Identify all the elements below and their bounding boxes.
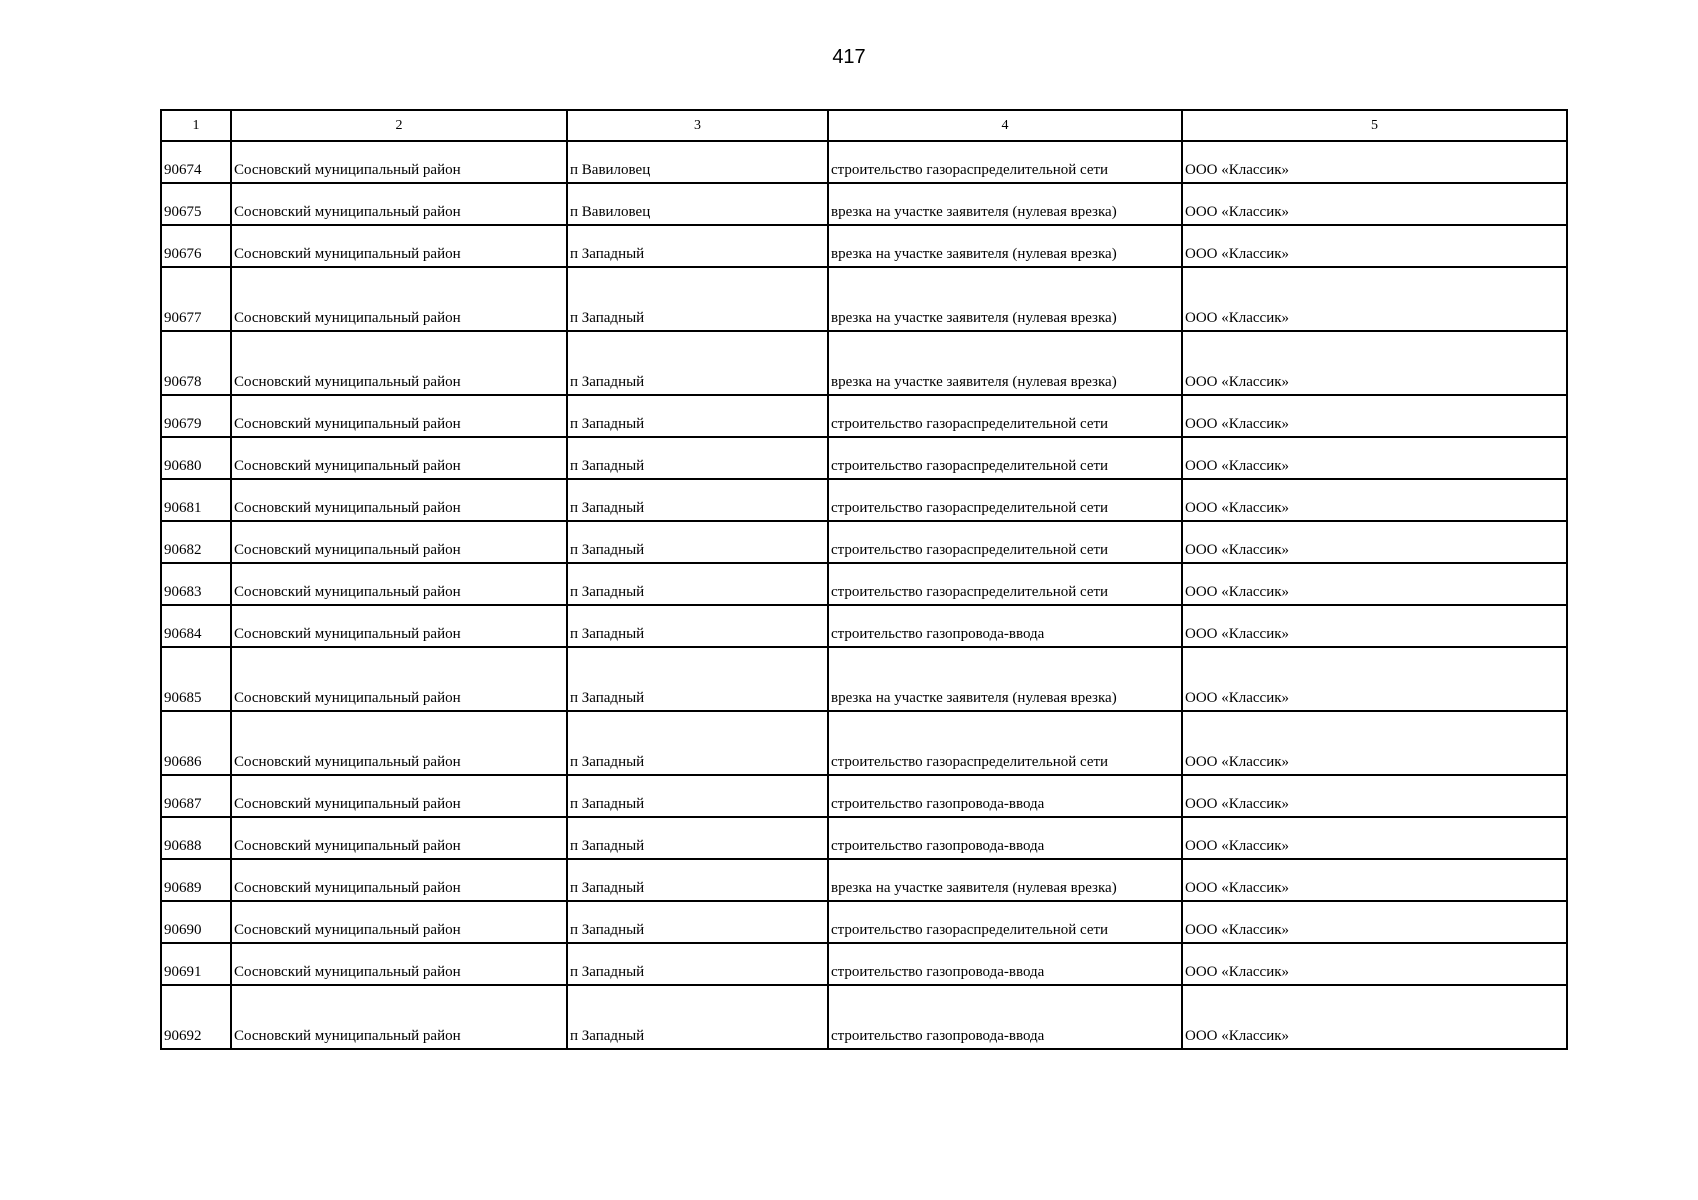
table-row bbox=[161, 183, 1567, 225]
cell-number: 90681 bbox=[161, 479, 231, 521]
cell-contractor: ООО «Классик» bbox=[1182, 521, 1567, 563]
cell-district: Сосновский муниципальный район bbox=[231, 647, 567, 711]
cell-district: Сосновский муниципальный район bbox=[231, 225, 567, 267]
table-row bbox=[161, 901, 1567, 943]
header-row bbox=[161, 110, 1567, 141]
cell-district: Сосновский муниципальный район bbox=[231, 711, 567, 775]
cell-number: 90682 bbox=[161, 521, 231, 563]
cell-number: 90689 bbox=[161, 859, 231, 901]
table-row bbox=[161, 479, 1567, 521]
table-row bbox=[161, 647, 1567, 711]
cell-locality: п Западный bbox=[567, 563, 828, 605]
cell-locality: п Западный bbox=[567, 901, 828, 943]
cell-locality: п Вавиловец bbox=[567, 141, 828, 183]
table-body bbox=[161, 141, 1567, 1049]
cell-contractor: ООО «Классик» bbox=[1182, 331, 1567, 395]
cell-number: 90683 bbox=[161, 563, 231, 605]
cell-district: Сосновский муниципальный район bbox=[231, 605, 567, 647]
table-row bbox=[161, 225, 1567, 267]
cell-locality: п Западный bbox=[567, 225, 828, 267]
cell-locality: п Западный bbox=[567, 267, 828, 331]
cell-locality: п Западный bbox=[567, 859, 828, 901]
cell-contractor: ООО «Классик» bbox=[1182, 141, 1567, 183]
cell-number: 90674 bbox=[161, 141, 231, 183]
cell-contractor: ООО «Классик» bbox=[1182, 437, 1567, 479]
cell-number: 90676 bbox=[161, 225, 231, 267]
cell-number: 90686 bbox=[161, 711, 231, 775]
column-header-3: 3 bbox=[567, 110, 828, 141]
cell-contractor: ООО «Классик» bbox=[1182, 395, 1567, 437]
cell-work-type: врезка на участке заявителя (нулевая врезка) bbox=[828, 267, 1182, 331]
cell-locality: п Западный bbox=[567, 437, 828, 479]
table-row bbox=[161, 521, 1567, 563]
cell-district: Сосновский муниципальный район bbox=[231, 563, 567, 605]
cell-district: Сосновский муниципальный район bbox=[231, 331, 567, 395]
cell-work-type: врезка на участке заявителя (нулевая врезка) bbox=[828, 183, 1182, 225]
cell-contractor: ООО «Классик» bbox=[1182, 479, 1567, 521]
table-row bbox=[161, 141, 1567, 183]
cell-number: 90687 bbox=[161, 775, 231, 817]
cell-work-type: строительство газопровода-ввода bbox=[828, 817, 1182, 859]
cell-number: 90692 bbox=[161, 985, 231, 1049]
cell-contractor: ООО «Классик» bbox=[1182, 225, 1567, 267]
column-header-2: 2 bbox=[231, 110, 567, 141]
table-row bbox=[161, 395, 1567, 437]
cell-contractor: ООО «Классик» bbox=[1182, 605, 1567, 647]
cell-number: 90677 bbox=[161, 267, 231, 331]
column-header-5: 5 bbox=[1182, 110, 1567, 141]
cell-number: 90678 bbox=[161, 331, 231, 395]
cell-locality: п Западный bbox=[567, 985, 828, 1049]
cell-work-type: строительство газораспределительной сети bbox=[828, 711, 1182, 775]
table-row bbox=[161, 775, 1567, 817]
table-row bbox=[161, 985, 1567, 1049]
cell-locality: п Западный bbox=[567, 647, 828, 711]
cell-district: Сосновский муниципальный район bbox=[231, 775, 567, 817]
table-row bbox=[161, 605, 1567, 647]
registry-table bbox=[160, 109, 1568, 1050]
column-header-1: 1 bbox=[161, 110, 231, 141]
cell-work-type: строительство газораспределительной сети bbox=[828, 395, 1182, 437]
table-row bbox=[161, 437, 1567, 479]
cell-work-type: врезка на участке заявителя (нулевая врезка) bbox=[828, 225, 1182, 267]
cell-contractor: ООО «Классик» bbox=[1182, 817, 1567, 859]
cell-number: 90690 bbox=[161, 901, 231, 943]
cell-district: Сосновский муниципальный район bbox=[231, 985, 567, 1049]
cell-district: Сосновский муниципальный район bbox=[231, 943, 567, 985]
cell-contractor: ООО «Классик» bbox=[1182, 563, 1567, 605]
cell-locality: п Западный bbox=[567, 817, 828, 859]
cell-number: 90691 bbox=[161, 943, 231, 985]
cell-locality: п Западный bbox=[567, 711, 828, 775]
cell-number: 90685 bbox=[161, 647, 231, 711]
cell-work-type: строительство газораспределительной сети bbox=[828, 563, 1182, 605]
cell-number: 90679 bbox=[161, 395, 231, 437]
cell-district: Сосновский муниципальный район bbox=[231, 521, 567, 563]
cell-contractor: ООО «Классик» bbox=[1182, 183, 1567, 225]
cell-work-type: строительство газопровода-ввода bbox=[828, 775, 1182, 817]
cell-locality: п Западный bbox=[567, 943, 828, 985]
cell-contractor: ООО «Классик» bbox=[1182, 647, 1567, 711]
cell-contractor: ООО «Классик» bbox=[1182, 985, 1567, 1049]
page-number: 417 bbox=[832, 46, 866, 68]
cell-contractor: ООО «Классик» bbox=[1182, 775, 1567, 817]
cell-work-type: строительство газораспределительной сети bbox=[828, 437, 1182, 479]
cell-locality: п Западный bbox=[567, 331, 828, 395]
cell-district: Сосновский муниципальный район bbox=[231, 859, 567, 901]
cell-district: Сосновский муниципальный район bbox=[231, 141, 567, 183]
cell-district: Сосновский муниципальный район bbox=[231, 395, 567, 437]
cell-number: 90688 bbox=[161, 817, 231, 859]
table-row bbox=[161, 563, 1567, 605]
table-row bbox=[161, 711, 1567, 775]
cell-district: Сосновский муниципальный район bbox=[231, 479, 567, 521]
cell-number: 90684 bbox=[161, 605, 231, 647]
cell-contractor: ООО «Классик» bbox=[1182, 267, 1567, 331]
cell-district: Сосновский муниципальный район bbox=[231, 437, 567, 479]
cell-work-type: строительство газораспределительной сети bbox=[828, 479, 1182, 521]
cell-contractor: ООО «Классик» bbox=[1182, 943, 1567, 985]
cell-number: 90680 bbox=[161, 437, 231, 479]
table-row bbox=[161, 331, 1567, 395]
cell-work-type: строительство газопровода-ввода bbox=[828, 985, 1182, 1049]
table-row bbox=[161, 817, 1567, 859]
cell-district: Сосновский муниципальный район bbox=[231, 901, 567, 943]
cell-contractor: ООО «Классик» bbox=[1182, 859, 1567, 901]
table-row bbox=[161, 943, 1567, 985]
cell-district: Сосновский муниципальный район bbox=[231, 267, 567, 331]
table-row bbox=[161, 859, 1567, 901]
cell-work-type: врезка на участке заявителя (нулевая врезка) bbox=[828, 647, 1182, 711]
cell-work-type: врезка на участке заявителя (нулевая врезка) bbox=[828, 859, 1182, 901]
cell-work-type: строительство газопровода-ввода bbox=[828, 943, 1182, 985]
cell-contractor: ООО «Классик» bbox=[1182, 711, 1567, 775]
cell-contractor: ООО «Классик» bbox=[1182, 901, 1567, 943]
cell-locality: п Западный bbox=[567, 605, 828, 647]
cell-locality: п Западный bbox=[567, 479, 828, 521]
cell-number: 90675 bbox=[161, 183, 231, 225]
cell-work-type: строительство газораспределительной сети bbox=[828, 521, 1182, 563]
cell-work-type: строительство газораспределительной сети bbox=[828, 141, 1182, 183]
cell-district: Сосновский муниципальный район bbox=[231, 183, 567, 225]
cell-locality: п Вавиловец bbox=[567, 183, 828, 225]
cell-district: Сосновский муниципальный район bbox=[231, 817, 567, 859]
cell-locality: п Западный bbox=[567, 521, 828, 563]
cell-locality: п Западный bbox=[567, 395, 828, 437]
cell-work-type: строительство газораспределительной сети bbox=[828, 901, 1182, 943]
table-row bbox=[161, 267, 1567, 331]
cell-work-type: врезка на участке заявителя (нулевая врезка) bbox=[828, 331, 1182, 395]
cell-work-type: строительство газопровода-ввода bbox=[828, 605, 1182, 647]
cell-locality: п Западный bbox=[567, 775, 828, 817]
column-header-4: 4 bbox=[828, 110, 1182, 141]
